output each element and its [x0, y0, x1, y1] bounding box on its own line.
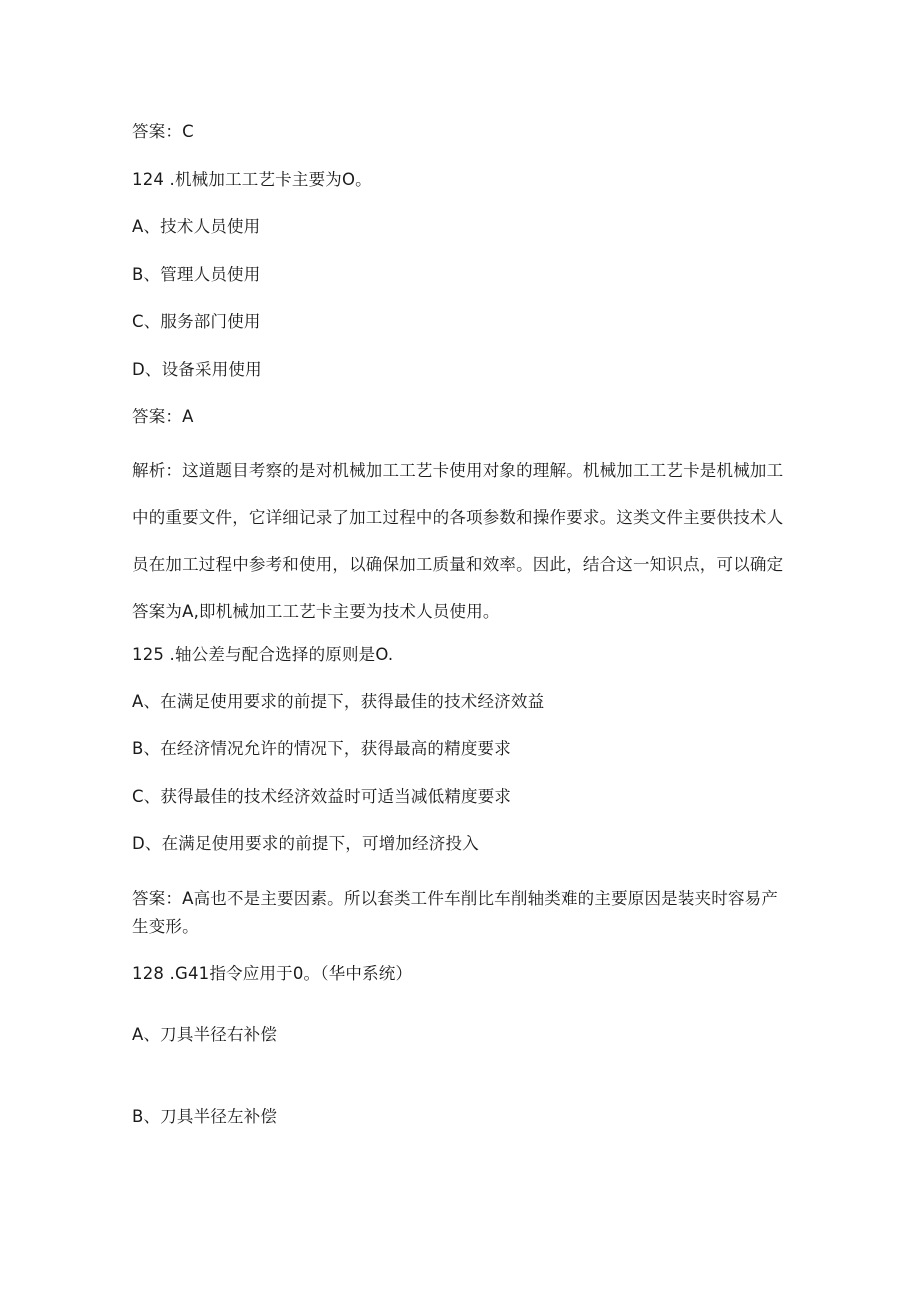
option-c: C、获得最佳的技术经济效益时可适当减低精度要求 [132, 787, 512, 806]
option-b: B、刀具半径左补偿 [132, 1107, 278, 1126]
option-d: D、在满足使用要求的前提下，可增加经济投入 [132, 834, 479, 853]
answer-paragraph: 答案：A高也不是主要因素。所以套类工件车削比车削轴类难的主要原因是装夹时容易产生变形。 [132, 889, 779, 936]
option-a: A、在满足使用要求的前提下，获得最佳的技术经济效益 [132, 692, 545, 711]
analysis-paragraph: 解析：这道题目考察的是对机械加工工艺卡使用对象的理解。机械加工工艺卡是机械加工中的重要文件，它详细记录了加工过程中的各项参数和操作要求。这类文件主要供技术人员在加工过程中参考和使用，以确保加工质量和效率。因此，结合这一知识点，可以确定答案为A,即机械加工工艺卡主要为技术人员使用。 [132, 461, 784, 621]
question-124: 124 .机械加工工艺卡主要为O。 [132, 170, 372, 189]
option-c: C、服务部门使用 [132, 312, 261, 331]
question-125: 125 .轴公差与配合选择的原则是O. [132, 645, 394, 664]
option-a: A、刀具半径右补偿 [132, 1025, 278, 1044]
option-b: B、在经济情况允许的情况下，获得最高的精度要求 [132, 739, 511, 758]
answer-line: 答案：C [132, 122, 194, 141]
option-b: B、管理人员使用 [132, 265, 261, 284]
answer-line: 答案：A [132, 407, 194, 426]
option-d: D、设备采用使用 [132, 360, 262, 379]
option-a: A、技术人员使用 [132, 217, 261, 236]
question-128: 128 .G41指令应用于0。（华中系统） [132, 964, 413, 983]
